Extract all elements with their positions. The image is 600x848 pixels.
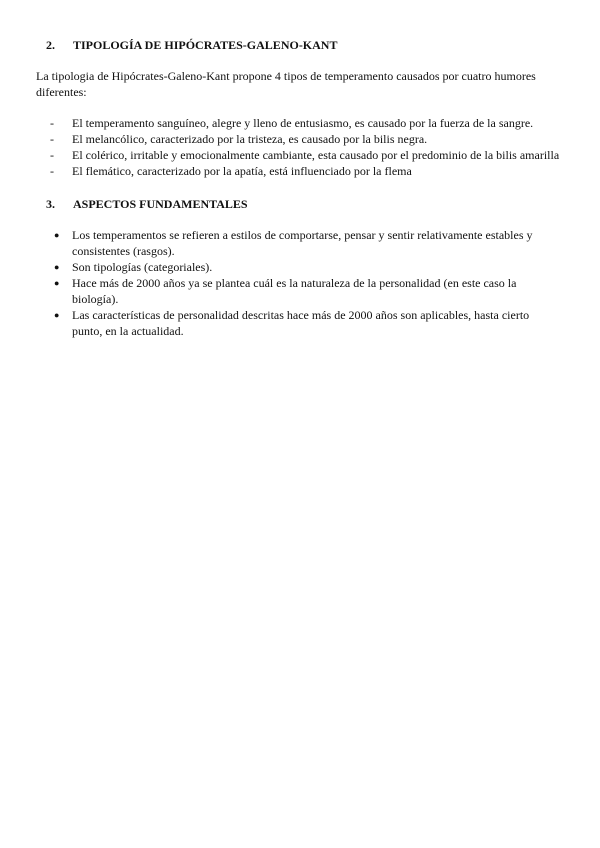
bullet-marker: ● — [54, 310, 60, 320]
temperament-list — [50, 115, 570, 179]
list-item-text: El colérico, irritable y emocionalmente cambiante, esta causado por el predominio de la bilis amarilla — [72, 148, 560, 162]
bullet-marker: ● — [54, 230, 60, 240]
list-item-text: Los temperamentos se refieren a estilos de comportarse, pensar y sentir relativamente estables y consistentes (rasgos). — [72, 228, 533, 258]
list-item — [50, 115, 570, 131]
section-2-number: 2. — [46, 38, 55, 52]
list-item-text: Son tipologías (categoriales). — [72, 260, 213, 274]
dash-marker: - — [50, 148, 54, 162]
list-item — [54, 307, 546, 339]
list-item-text: Las características de personalidad descritas hace más de 2000 años son aplicables, hasta cierto punto, en la actualidad. — [72, 308, 530, 338]
section-3-number: 3. — [46, 197, 55, 211]
list-item-text: El flemático, caracterizado por la apatía, está influenciado por la flema — [72, 164, 412, 178]
bullet-marker: ● — [54, 262, 60, 272]
list-item — [50, 163, 570, 179]
list-item — [50, 147, 570, 163]
list-item-text: El melancólico, caracterizado por la tristeza, es causado por la bilis negra. — [72, 132, 428, 146]
list-item — [54, 227, 546, 259]
section-2-intro: La tipologia de Hipócrates-Galeno-Kant propone 4 tipos de temperamento causados por cuatro humores diferentes: — [36, 69, 536, 99]
list-item — [54, 259, 546, 275]
dash-marker: - — [50, 116, 54, 130]
list-item-text: Hace más de 2000 años ya se plantea cuál es la naturaleza de la personalidad (en este caso la biología). — [72, 276, 517, 306]
section-3-title: ASPECTOS FUNDAMENTALES — [73, 197, 248, 211]
list-item — [50, 131, 570, 147]
section-2-title: TIPOLOGÍA DE HIPÓCRATES-GALENO-KANT — [73, 38, 338, 52]
fundamentals-list — [54, 227, 546, 339]
list-item — [54, 275, 546, 307]
section-3-heading — [46, 196, 248, 212]
list-item-text: El temperamento sanguíneo, alegre y lleno de entusiasmo, es causado por la fuerza de la sangre. — [72, 116, 534, 130]
dash-marker: - — [50, 164, 54, 178]
section-2-heading — [46, 37, 337, 53]
bullet-marker: ● — [54, 278, 60, 288]
dash-marker: - — [50, 132, 54, 146]
